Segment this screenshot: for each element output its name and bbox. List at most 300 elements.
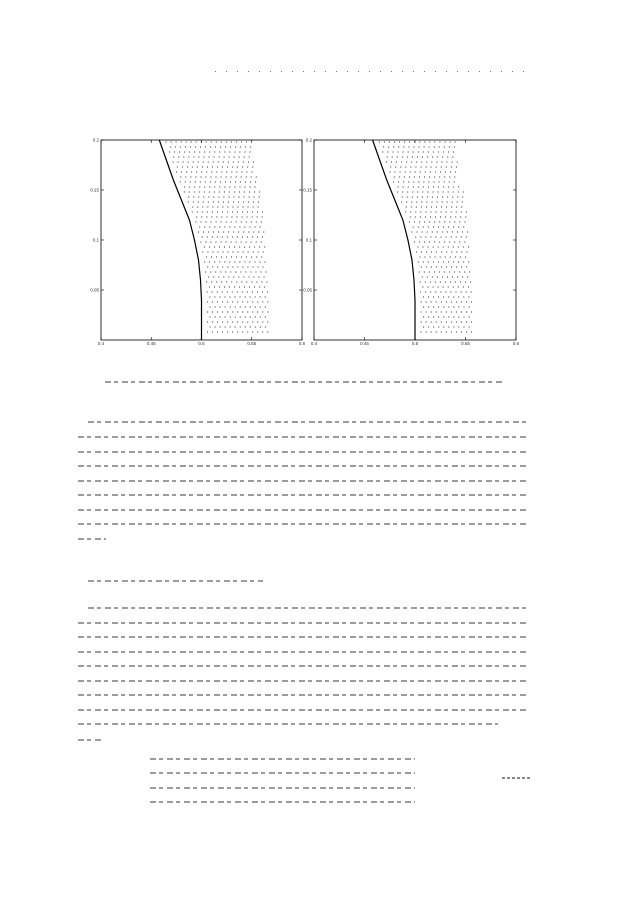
region-dot [420, 166, 421, 167]
region-dot [245, 326, 246, 327]
region-dot [468, 316, 469, 317]
region-dot [428, 316, 429, 317]
region-dot [453, 296, 454, 297]
region-dot [229, 261, 230, 262]
region-dot [205, 271, 206, 272]
region-dot [217, 206, 218, 207]
region-dot [227, 321, 228, 322]
region-dot [242, 321, 243, 322]
region-dot [412, 156, 413, 157]
region-dot [252, 321, 253, 322]
region-dot [450, 291, 451, 292]
region-dot [257, 236, 258, 237]
region-dot [180, 146, 181, 147]
region-dot [175, 146, 176, 147]
region-dot [257, 301, 258, 302]
region-dot [447, 156, 448, 157]
region-dot [186, 171, 187, 172]
region-dot [260, 296, 261, 297]
region-dot [181, 171, 182, 172]
region-dot [205, 221, 206, 222]
region-dot [233, 201, 234, 202]
region-dot [431, 311, 432, 312]
region-dot [255, 306, 256, 307]
region-dot [238, 251, 239, 252]
region-dot [249, 246, 250, 247]
region-dot [194, 186, 195, 187]
region-dot [239, 246, 240, 247]
region-dot [393, 181, 394, 182]
region-dot [220, 326, 221, 327]
region-dot [257, 291, 258, 292]
region-dot [254, 286, 255, 287]
region-dot [221, 221, 222, 222]
region-dot [435, 211, 436, 212]
region-dot [435, 256, 436, 257]
region-dot [244, 156, 245, 157]
region-dot [221, 281, 222, 282]
region-dot [417, 156, 418, 157]
region-dot [202, 236, 203, 237]
region-dot [236, 171, 237, 172]
region-dot [218, 201, 219, 202]
region-dot [449, 271, 450, 272]
region-dot [245, 316, 246, 317]
region-dot [223, 276, 224, 277]
region-dot [463, 286, 464, 287]
region-dot [236, 281, 237, 282]
region-dot [173, 161, 174, 162]
region-dot [428, 151, 429, 152]
region-dot [433, 151, 434, 152]
region-dot [448, 326, 449, 327]
region-dot [264, 286, 265, 287]
region-dot [422, 246, 423, 247]
region-dot [192, 206, 193, 207]
region-dot [430, 171, 431, 172]
region-dot [421, 301, 422, 302]
region-dot [424, 176, 425, 177]
region-dot [406, 206, 407, 207]
region-dot [468, 306, 469, 307]
region-dot [413, 186, 414, 187]
region-dot [406, 161, 407, 162]
region-dot [455, 256, 456, 257]
region-dot [215, 271, 216, 272]
region-dot [252, 211, 253, 212]
region-dot [458, 186, 459, 187]
region-dot [222, 301, 223, 302]
region-dot [209, 226, 210, 227]
region-dot [249, 186, 250, 187]
region-dot [211, 216, 212, 217]
region-dot [212, 331, 213, 332]
region-dot [439, 146, 440, 147]
region-dot [463, 191, 464, 192]
region-dot [404, 141, 405, 142]
region-dot [226, 141, 227, 142]
region-dot [462, 201, 463, 202]
region-dot [421, 321, 422, 322]
region-dot [442, 156, 443, 157]
region-dot [432, 156, 433, 157]
region-dot [219, 226, 220, 227]
region-dot [254, 226, 255, 227]
region-dot [394, 176, 395, 177]
region-dot [402, 156, 403, 157]
region-dot [189, 151, 190, 152]
region-dot [234, 246, 235, 247]
region-dot [214, 296, 215, 297]
region-dot [435, 281, 436, 282]
region-dot [456, 331, 457, 332]
region-dot [420, 211, 421, 212]
region-dot [446, 251, 447, 252]
region-dot [446, 311, 447, 312]
region-dot [196, 216, 197, 217]
region-dot [212, 251, 213, 252]
region-dot [429, 221, 430, 222]
region-dot [222, 331, 223, 332]
y-tick-label: 0.1 [92, 237, 99, 243]
region-dot [257, 321, 258, 322]
region-dot [240, 271, 241, 272]
region-dot [433, 296, 434, 297]
region-dot [441, 311, 442, 312]
region-dot [221, 216, 222, 217]
region-dot [259, 286, 260, 287]
region-dot [219, 191, 220, 192]
region-dot [236, 221, 237, 222]
y-tick-label: 0.05 [303, 287, 312, 293]
region-dot [258, 251, 259, 252]
region-dot [387, 151, 388, 152]
region-dot [444, 221, 445, 222]
region-dot [261, 241, 262, 242]
region-dot [263, 276, 264, 277]
region-dot [425, 281, 426, 282]
region-dot [433, 306, 434, 307]
region-dot [383, 146, 384, 147]
region-dot [237, 211, 238, 212]
region-dot [422, 276, 423, 277]
region-dot [254, 191, 255, 192]
region-dot [210, 271, 211, 272]
region-dot [423, 261, 424, 262]
region-dot [386, 161, 387, 162]
region-dot [251, 176, 252, 177]
region-dot [453, 286, 454, 287]
region-dot [207, 166, 208, 167]
region-dot [448, 306, 449, 307]
region-dot [412, 196, 413, 197]
region-dot [229, 286, 230, 287]
region-dot [454, 271, 455, 272]
region-dot [441, 321, 442, 322]
region-dot [430, 236, 431, 237]
region-dot [446, 301, 447, 302]
region-dot [185, 146, 186, 147]
region-dot [223, 231, 224, 232]
region-dot [400, 171, 401, 172]
region-dot [411, 201, 412, 202]
region-dot [250, 326, 251, 327]
region-dot [200, 146, 201, 147]
region-dot [451, 266, 452, 267]
y-tick-label: 0.2 [305, 137, 312, 143]
region-dot [194, 191, 195, 192]
region-dot [438, 246, 439, 247]
region-dot [253, 201, 254, 202]
region-dot [207, 211, 208, 212]
region-dot [232, 211, 233, 212]
region-dot [178, 156, 179, 157]
region-dot [439, 176, 440, 177]
region-dot [261, 256, 262, 257]
region-dot [424, 141, 425, 142]
region-dot [203, 201, 204, 202]
y-tick-label: 0.15 [90, 187, 99, 193]
region-dot [403, 186, 404, 187]
region-dot [452, 196, 453, 197]
region-dot [440, 291, 441, 292]
region-dot [202, 166, 203, 167]
region-dot [204, 226, 205, 227]
x-tick-label: 0.55 [247, 341, 257, 346]
region-dot [439, 241, 440, 242]
region-dot [438, 261, 439, 262]
region-dot [197, 166, 198, 167]
region-dot [212, 301, 213, 302]
region-dot [251, 256, 252, 257]
region-dot [188, 196, 189, 197]
region-dot [395, 166, 396, 167]
region-dot [431, 266, 432, 267]
region-dot [207, 331, 208, 332]
region-dot [222, 266, 223, 267]
region-dot [206, 281, 207, 282]
region-dot [203, 156, 204, 157]
region-dot [410, 171, 411, 172]
region-dot [178, 161, 179, 162]
region-dot [429, 271, 430, 272]
region-dot [212, 236, 213, 237]
region-dot [453, 261, 454, 262]
region-dot [246, 216, 247, 217]
region-dot [461, 311, 462, 312]
region-dot [220, 181, 221, 182]
region-dot [448, 246, 449, 247]
region-dot [399, 176, 400, 177]
region-dot [214, 261, 215, 262]
region-dot [443, 191, 444, 192]
region-dot [202, 211, 203, 212]
region-dot [454, 221, 455, 222]
region-dot [210, 181, 211, 182]
region-dot [418, 261, 419, 262]
region-dot [461, 206, 462, 207]
region-dot [223, 201, 224, 202]
region-dot [447, 231, 448, 232]
region-dot [454, 176, 455, 177]
region-dot [432, 276, 433, 277]
region-dot [198, 201, 199, 202]
region-dot [205, 176, 206, 177]
region-dot [255, 296, 256, 297]
region-dot [237, 236, 238, 237]
region-dot [208, 231, 209, 232]
region-dot [458, 191, 459, 192]
region-dot [429, 241, 430, 242]
region-dot [431, 331, 432, 332]
region-dot [217, 301, 218, 302]
region-dot [446, 211, 447, 212]
region-dot [468, 246, 469, 247]
region-dot [440, 256, 441, 257]
region-dot [443, 296, 444, 297]
region-dot [225, 271, 226, 272]
region-dot [190, 176, 191, 177]
region-dot [217, 211, 218, 212]
region-dot [229, 156, 230, 157]
region-dot [258, 206, 259, 207]
region-dot [410, 166, 411, 167]
region-dot [200, 181, 201, 182]
region-dot [430, 291, 431, 292]
region-dot [259, 191, 260, 192]
region-dot [213, 161, 214, 162]
region-dot [436, 311, 437, 312]
region-dot [224, 261, 225, 262]
region-dot [456, 301, 457, 302]
region-dot [247, 301, 248, 302]
region-dot [203, 161, 204, 162]
region-dot [226, 221, 227, 222]
region-dot [217, 321, 218, 322]
region-dot [236, 216, 237, 217]
region-dot [249, 151, 250, 152]
region-dot [426, 161, 427, 162]
region-dot [259, 261, 260, 262]
region-dot [179, 151, 180, 152]
region-dot [431, 206, 432, 207]
region-dot [216, 221, 217, 222]
region-dot [198, 231, 199, 232]
region-dot [452, 161, 453, 162]
region-dot [448, 151, 449, 152]
region-dot [443, 151, 444, 152]
region-dot [230, 271, 231, 272]
region-dot [407, 156, 408, 157]
region-dot [225, 146, 226, 147]
region-dot [207, 251, 208, 252]
region-dot [424, 271, 425, 272]
region-dot [421, 251, 422, 252]
region-dot [414, 241, 415, 242]
region-dot [455, 171, 456, 172]
region-dot [235, 146, 236, 147]
region-dot [256, 256, 257, 257]
region-dot [188, 161, 189, 162]
region-dot [425, 291, 426, 292]
region-dot [418, 226, 419, 227]
region-dot [419, 141, 420, 142]
region-dot [193, 201, 194, 202]
region-dot [466, 311, 467, 312]
region-dot [433, 181, 434, 182]
region-dot [253, 161, 254, 162]
region-dot [215, 146, 216, 147]
region-dot [436, 161, 437, 162]
region-dot [429, 146, 430, 147]
region-dot [448, 261, 449, 262]
region-dot [250, 296, 251, 297]
region-dot [227, 291, 228, 292]
region-dot [221, 256, 222, 257]
region-dot [460, 256, 461, 257]
region-dot [208, 156, 209, 157]
region-dot [433, 246, 434, 247]
region-dot [426, 166, 427, 167]
region-dot [428, 326, 429, 327]
region-dot [184, 186, 185, 187]
region-dot [212, 266, 213, 267]
region-dot [437, 191, 438, 192]
region-dot [261, 281, 262, 282]
region-dot [249, 156, 250, 157]
region-dot [265, 271, 266, 272]
region-dot [241, 241, 242, 242]
region-dot [260, 316, 261, 317]
region-dot [237, 291, 238, 292]
region-dot [442, 276, 443, 277]
region-dot [226, 171, 227, 172]
region-dot [209, 326, 210, 327]
region-dot [404, 176, 405, 177]
region-dot [431, 301, 432, 302]
region-dot [183, 161, 184, 162]
region-dot [231, 281, 232, 282]
region-dot [441, 166, 442, 167]
region-dot [421, 331, 422, 332]
region-dot [214, 226, 215, 227]
region-dot [452, 201, 453, 202]
region-dot [246, 176, 247, 177]
region-dot [468, 261, 469, 262]
region-dot [425, 216, 426, 217]
region-dot [228, 231, 229, 232]
region-dot [207, 236, 208, 237]
region-dot [231, 176, 232, 177]
region-dot [257, 311, 258, 312]
region-dot [232, 236, 233, 237]
region-dot [427, 156, 428, 157]
region-dot [198, 196, 199, 197]
region-dot [190, 181, 191, 182]
region-dot [243, 251, 244, 252]
region-dot [463, 246, 464, 247]
region-dot [252, 311, 253, 312]
region-dot [222, 291, 223, 292]
region-dot [466, 266, 467, 267]
region-dot [224, 186, 225, 187]
region-dot [239, 156, 240, 157]
region-dot [462, 276, 463, 277]
region-dot [397, 151, 398, 152]
region-dot [445, 216, 446, 217]
region-dot [443, 286, 444, 287]
region-dot [422, 156, 423, 157]
